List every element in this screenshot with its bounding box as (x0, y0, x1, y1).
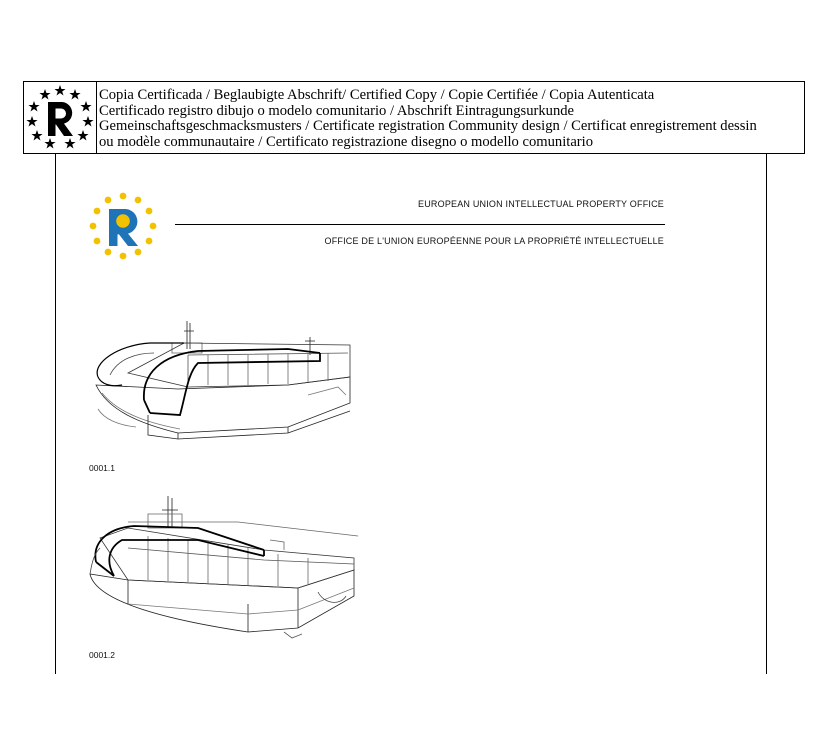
design-view-0001-1 (88, 315, 358, 450)
view-label-0001-1: 0001.1 (89, 463, 115, 473)
certified-copy-text (99, 88, 800, 150)
certified-copy-line-4: ou modèle communautaire / Certificato registrazione disegno o modello comunitario (99, 133, 594, 150)
certified-copy-logo-icon (24, 82, 97, 153)
view-label-0001-2: 0001.2 (89, 650, 115, 660)
certified-copy-line-2: Certificado registro dibujo o modelo comunitario / Abschrift Eintragungsurkunde (99, 102, 575, 119)
office-divider (175, 224, 665, 225)
office-name-french: OFFICE DE L'UNION EUROPÉENNE POUR LA PROPRIÉTÉ INTELLECTUELLE (324, 236, 664, 246)
certified-copy-header (23, 81, 805, 154)
certified-copy-line-1: Copia Certificada / Beglaubigte Abschrift/ Certified Copy / Copie Certifiée / Copia Autenticata (99, 87, 655, 103)
office-name-english: EUROPEAN UNION INTELLECTUAL PROPERTY OFFICE (418, 199, 664, 209)
design-view-0001-2 (88, 492, 358, 642)
certified-copy-line-3: Gemeinschaftsgeschmacksmusters / Certificate registration Community design / Certificat enregistrement dessin (99, 118, 757, 135)
euipo-logo-icon (85, 188, 161, 264)
